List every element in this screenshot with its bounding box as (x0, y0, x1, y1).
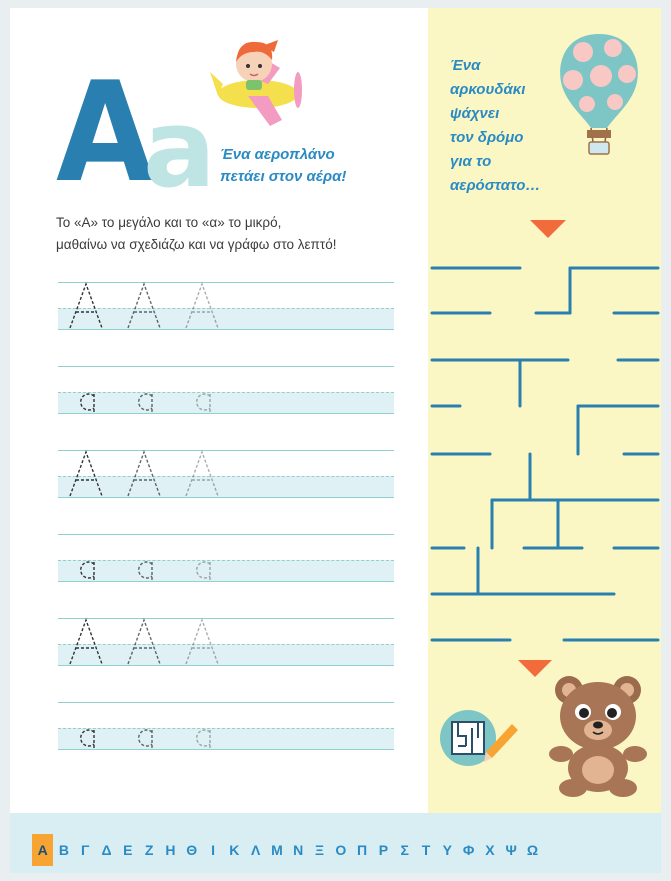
alphabet-letter-11[interactable]: Λ (250, 842, 261, 858)
alphabet-letter-6[interactable]: Ζ (144, 842, 154, 858)
headline-line-2: πετάει στον αέρα! (220, 168, 347, 185)
guide-mid-line (58, 644, 394, 645)
alphabet-letter-24[interactable]: Ω (526, 842, 539, 858)
alphabet-letter-1[interactable]: Α (32, 841, 53, 859)
hot-air-balloon-illustration (553, 30, 645, 164)
guide-top-line (58, 534, 394, 535)
guide-mid-line (58, 476, 394, 477)
maze-pencil-icon (438, 706, 528, 770)
guide-top-line (58, 702, 394, 703)
traceable-letter[interactable] (68, 702, 108, 750)
guide-top-line (58, 366, 394, 367)
traceable-letter[interactable] (184, 366, 224, 414)
tracing-row (58, 450, 394, 498)
alphabet-letter-4[interactable]: Δ (101, 842, 112, 858)
guide-band (58, 476, 394, 498)
alphabet-letter-16[interactable]: Π (357, 842, 368, 858)
traceable-letter[interactable] (68, 282, 108, 330)
alphabet-letter-3[interactable]: Γ (81, 842, 90, 858)
guide-band (58, 728, 394, 750)
guide-band (58, 308, 394, 330)
worksheet-page (10, 8, 661, 873)
maze-caption-line-3: ψάχνει (450, 105, 500, 122)
rhyme-text (56, 212, 426, 256)
traceable-letter[interactable] (68, 450, 108, 498)
maze-caption-line-1: Ένα (450, 57, 481, 74)
guide-base-line (58, 329, 394, 330)
airplane-girl-illustration (208, 34, 310, 126)
tracing-row (58, 702, 394, 750)
traceable-letter[interactable] (126, 282, 166, 330)
guide-mid-line (58, 728, 394, 729)
headline (220, 144, 420, 188)
rhyme-line-2: μαθαίνω να σχεδιάζω και να γράφω στο λεπτό! (56, 237, 337, 252)
start-arrow-icon (530, 220, 566, 238)
alphabet-letter-23[interactable]: Ψ (505, 842, 517, 858)
guide-base-line (58, 749, 394, 750)
traceable-letter[interactable] (126, 702, 166, 750)
guide-top-line (58, 450, 394, 451)
maze-caption-line-2: αρκουδάκι (450, 81, 526, 98)
maze-caption-line-6: αερόστατο… (450, 177, 541, 194)
traceable-letter[interactable] (184, 450, 224, 498)
alphabet-letter-12[interactable]: Μ (271, 842, 283, 858)
tracing-row (58, 618, 394, 666)
alphabet-letter-14[interactable]: Ξ (315, 842, 325, 858)
maze-caption-line-4: τον δρόμο (450, 129, 524, 146)
guide-top-line (58, 618, 394, 619)
tracing-row (58, 282, 394, 330)
teddy-bear-illustration (543, 668, 653, 798)
alphabet-letter-22[interactable]: Χ (485, 842, 495, 858)
tracing-practice-area (58, 282, 394, 762)
maze-panel (428, 8, 661, 813)
traceable-letter[interactable] (68, 534, 108, 582)
headline-line-1: Ένα αεροπλάνο (220, 146, 335, 163)
alphabet-letter-5[interactable]: Ε (123, 842, 133, 858)
alphabet-letter-10[interactable]: Κ (229, 842, 240, 858)
traceable-letter[interactable] (184, 282, 224, 330)
alphabet-letter-20[interactable]: Υ (442, 842, 452, 858)
traceable-letter[interactable] (68, 366, 108, 414)
traceable-letter[interactable] (184, 702, 224, 750)
writing-panel (10, 8, 428, 813)
big-lowercase-letter: a (143, 87, 216, 212)
alphabet-letter-15[interactable]: Ο (335, 842, 347, 858)
guide-base-line (58, 413, 394, 414)
guide-top-line (58, 282, 394, 283)
rhyme-line-1: Το «Α» το μεγάλο και το «α» το μικρό, (56, 215, 282, 230)
tracing-row (58, 534, 394, 582)
maze (428, 218, 661, 678)
tracing-row (58, 366, 394, 414)
guide-mid-line (58, 560, 394, 561)
traceable-letter[interactable] (126, 450, 166, 498)
traceable-letter[interactable] (126, 366, 166, 414)
alphabet-letter-8[interactable]: Θ (186, 842, 198, 858)
traceable-letter[interactable] (184, 534, 224, 582)
alphabet-letter-17[interactable]: Ρ (378, 842, 389, 858)
alphabet-letter-7[interactable]: Η (165, 842, 176, 858)
guide-mid-line (58, 392, 394, 393)
alphabet-letter-21[interactable]: Φ (462, 842, 475, 858)
alphabet-list (32, 841, 543, 859)
alphabet-letter-18[interactable]: Σ (400, 842, 409, 858)
maze-caption-line-5: για το (450, 153, 492, 170)
traceable-letter[interactable] (126, 618, 166, 666)
guide-band (58, 392, 394, 414)
alphabet-letter-13[interactable]: Ν (293, 842, 304, 858)
alphabet-letter-2[interactable]: Β (58, 842, 69, 858)
alphabet-letter-19[interactable]: Τ (421, 842, 431, 858)
guide-mid-line (58, 308, 394, 309)
traceable-letter[interactable] (126, 534, 166, 582)
guide-band (58, 560, 394, 582)
alphabet-letter-9[interactable]: Ι (211, 842, 215, 858)
traceable-letter[interactable] (68, 618, 108, 666)
alphabet-bar (10, 813, 661, 873)
guide-base-line (58, 581, 394, 582)
guide-base-line (58, 497, 394, 498)
guide-base-line (58, 665, 394, 666)
traceable-letter[interactable] (184, 618, 224, 666)
big-uppercase-letter: A (56, 52, 151, 213)
guide-band (58, 644, 394, 666)
